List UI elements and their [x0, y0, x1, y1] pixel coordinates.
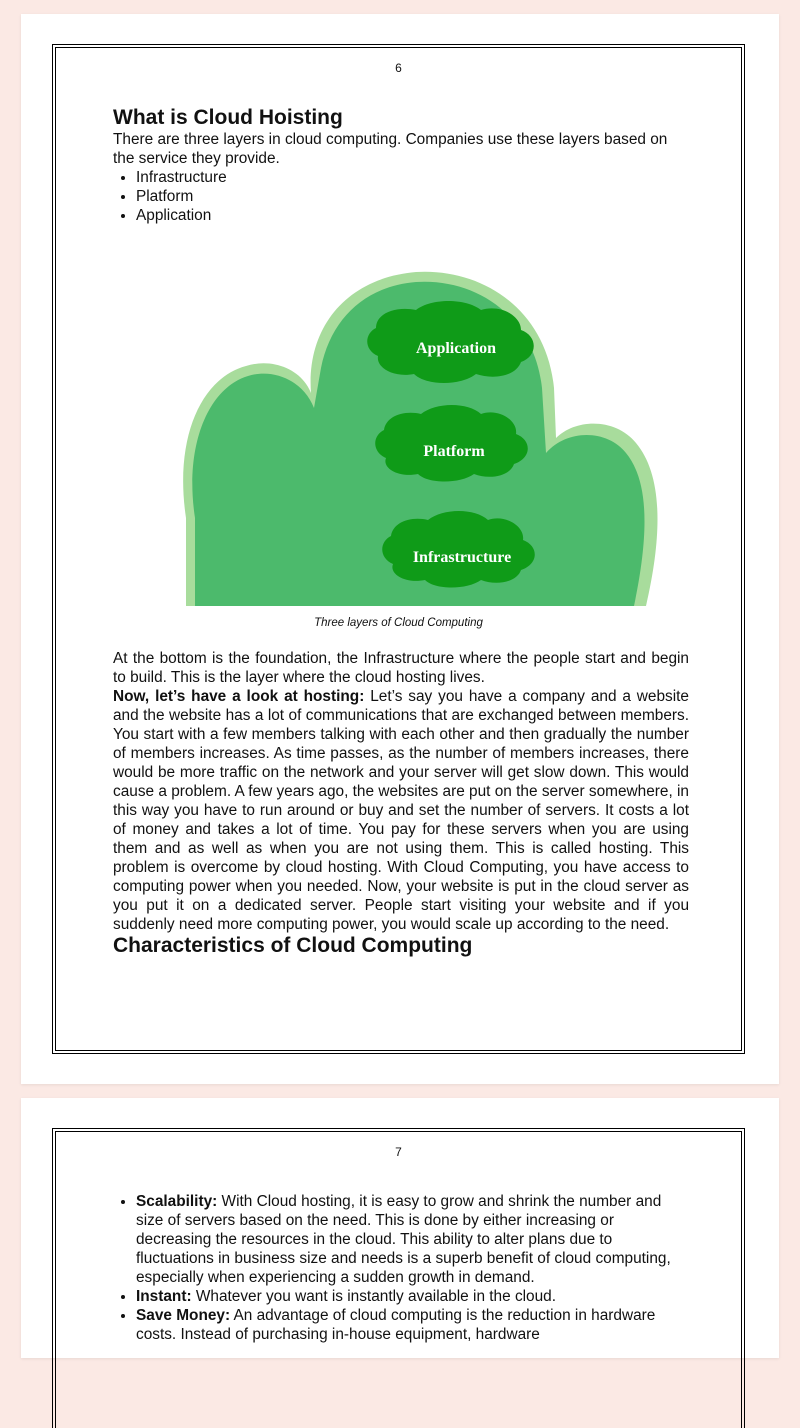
section-heading-characteristics: Characteristics of Cloud Computing: [113, 934, 473, 957]
list-item: • Platform: [136, 187, 689, 206]
foundation-paragraph: At the bottom is the foundation, the Infrastructure where the people start and begin to build. This is the layer where the cloud hosting lives.: [113, 650, 689, 686]
page-border: [52, 44, 745, 1054]
layer-label-application: Application: [415, 340, 497, 357]
figure-caption: Three layers of Cloud Computing: [314, 617, 483, 629]
document-page-7: [21, 1098, 779, 1358]
hosting-section: [113, 649, 689, 958]
list-item: • Infrastructure: [136, 168, 689, 187]
characteristic-term: Scalability:: [136, 1193, 218, 1210]
cloud-layers-diagram: [176, 268, 666, 608]
characteristics-section: [113, 1192, 676, 1344]
characteristic-text: Whatever you want is instantly available in the cloud.: [191, 1288, 557, 1305]
intro-paragraph: There are three layers in cloud computing. Companies use these layers based on the service they provide.: [113, 131, 668, 167]
list-item: • Application: [136, 206, 689, 225]
layer-platform: [375, 405, 528, 482]
page-number: 6: [395, 61, 402, 75]
section-heading-cloud-hoisting: What is Cloud Hoisting: [113, 106, 343, 129]
hosting-paragraph: [113, 687, 689, 934]
layer-label-infrastructure: Infrastructure: [412, 549, 512, 566]
hosting-paragraph-body: Let’s say you have a company and a website and the website has a lot of communications that are exchanged between members. You start with a few members talking with each other and then gradually the number of members increases. As time passes, as the number of members increases, there would be more traffic on the network and your server will get slow down. This would cause a problem. A few years ago, the websites are put on the server somewhere, in this way you have to run around or buy and set the number of servers. It costs a lot of money and takes a lot of time. You pay for these servers when you are using them and as well as when you are not using them. This is called hosting. This problem is overcome by cloud hosting. With Cloud Computing, you have access to computing power when you needed. Now, your website is put in the cloud server as you put it on a dedicated server. People start visiting your website and if you suddenly need more computing power, you would scale up according to the need.: [113, 688, 689, 933]
page-number: 7: [395, 1145, 402, 1159]
list-item: [136, 1287, 676, 1306]
list-item: [136, 1192, 676, 1287]
characteristic-text: An advantage of cloud computing is the reduction in hardware costs. Instead of purchasing in-house equipment, hardware: [136, 1307, 656, 1343]
characteristic-term: Save Money:: [136, 1307, 231, 1324]
intro-section: [113, 106, 689, 225]
characteristic-term: Instant:: [136, 1288, 192, 1305]
list-item: [136, 1306, 676, 1344]
characteristics-list: [113, 1192, 676, 1344]
hosting-paragraph-lead: Now, let’s have a look at hosting:: [113, 688, 365, 705]
characteristic-text: With Cloud hosting, it is easy to grow and shrink the number and size of servers based on the need. This is done by either increasing or decreasing the resources in the cloud. This ability to alter plans due to fluctuations in business size and needs is a superb benefit of cloud computing, especially when experiencing a sudden growth in demand.: [136, 1193, 671, 1286]
layer-infrastructure: [382, 511, 535, 588]
layers-list: [113, 168, 689, 225]
layer-application: [367, 301, 534, 383]
page-border: [52, 1128, 745, 1428]
layer-label-platform: Platform: [423, 443, 485, 460]
document-page-6: [21, 14, 779, 1084]
